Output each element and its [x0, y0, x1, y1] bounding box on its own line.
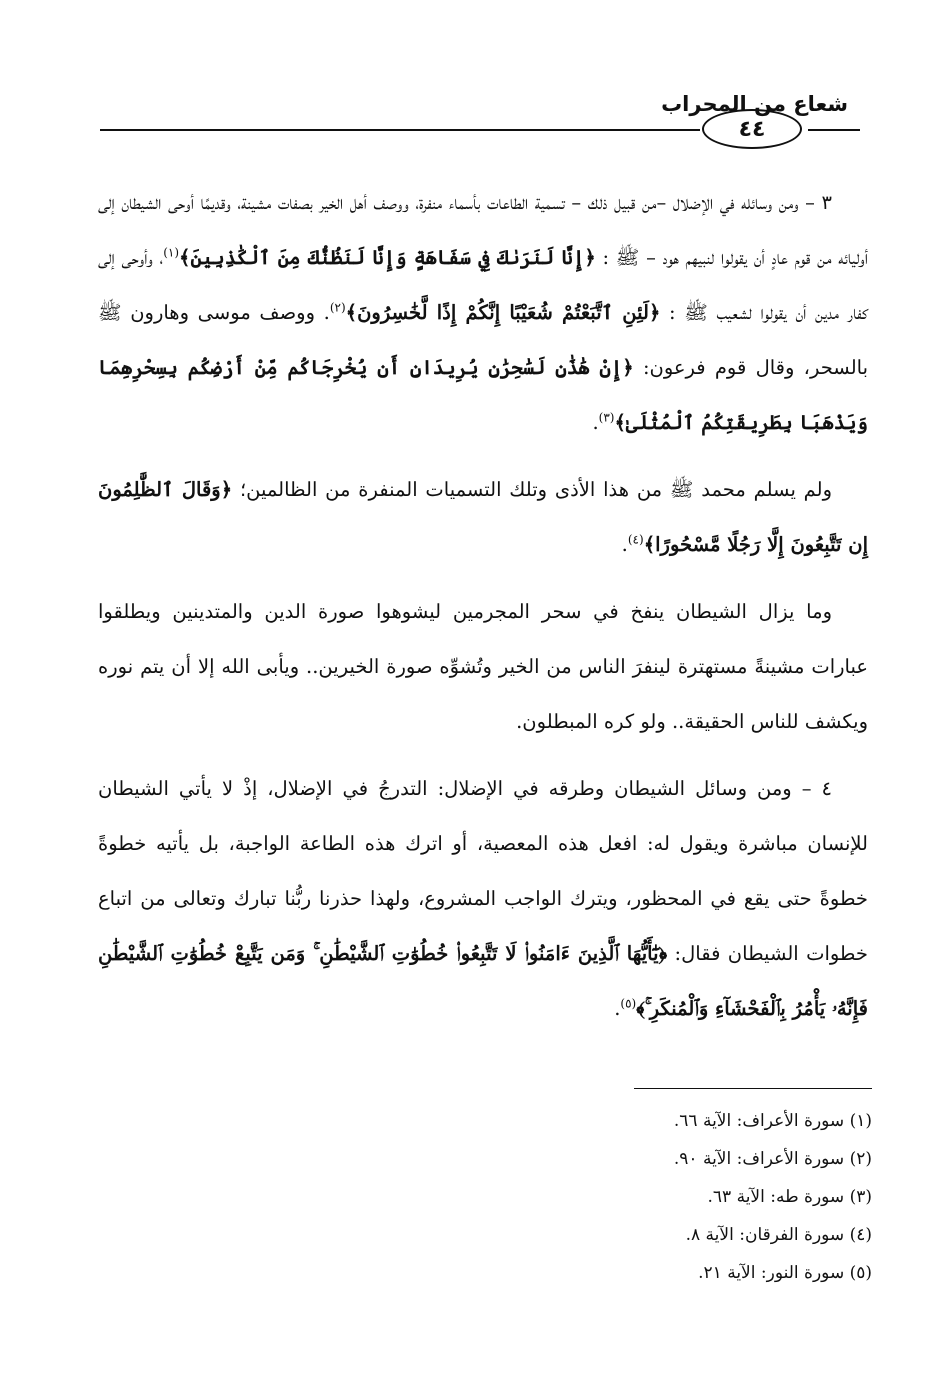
- footnote-marker: (٣): [598, 410, 615, 425]
- paragraph-text: .: [621, 533, 628, 556]
- running-header-title: شعاع من المحراب: [661, 92, 848, 116]
- footnote-marker: (٢): [329, 300, 346, 315]
- footnote: (١) سورة الأعراف: الآية ٦٦.: [673, 1111, 872, 1131]
- footnote: (٤) سورة الفرقان: الآية ٨.: [685, 1225, 872, 1245]
- footnote: (٥) سورة النور: الآية ٢١.: [698, 1263, 872, 1283]
- paragraph-4: [98, 761, 868, 1036]
- footnote: (٣) سورة طه: الآية ٦٣.: [707, 1187, 872, 1207]
- paragraph-text: وما يزال الشيطان ينفخ في سحر المجرمين ليشوهوا صورة الدين والمتدينين ويطلقوا عبارات مشينةً مستهترة لينفرَ الناس من الخير وتُشوِّه صورة الخيرين.. ويأبى الله إلا أن يتم نوره ويكشف للناس الحقيقة.. ولو كره المبطلون.: [98, 600, 868, 733]
- header-rule: [100, 129, 700, 131]
- paragraph-text: ٤ – ومن وسائل الشيطان وطرقه في الإضلال: التدرجُ في الإضلال، إذْ لا يأتي الشيطان للإنسان مباشرة ويقول له: افعل هذه المعصية، أو اترك هذه الطاعة الواجبة، بل يأتيه خطوةً خطوةً حتى يقع في المحظور، ويترك الواجب المشروع، ولهذا حذرنا ربُّنا تبارك وتعالى من اتباع خطوات الشيطان فقال:: [98, 777, 868, 965]
- footnote-marker: (٤): [627, 532, 644, 547]
- footnote-marker: (١): [163, 245, 180, 260]
- footnote-separator: [634, 1088, 872, 1089]
- paragraph-3: [98, 584, 868, 749]
- paragraph-1: [98, 175, 868, 450]
- paragraph-text: ٣ – ومن وسائله في الإضلال –من قبيل ذلك – تسمية الطاعات بأسماء منفرة، ووصف أهل الخير بصفات مشينة، وقديمًا أوحى الشيطان إلى أوليائه من قوم عادٍ أن يقولوا لنبيهم هود – ﷺ :: [98, 191, 868, 269]
- paragraph-text: ، وأوحى إلى كفار مدين أن يقولوا لشعيب ﷺ :: [98, 246, 868, 324]
- footnote: (٢) سورة الأعراف: الآية ٩٠.: [673, 1149, 872, 1169]
- paragraph-text: ولم يسلم محمد ﷺ من هذا الأذى وتلك التسميات المنفرة من الظالمين؛: [239, 478, 832, 501]
- paragraph-text: .: [614, 997, 621, 1020]
- quran-quote: ﴿إِنْ هَٰذَٰنِ لَسَٰحِرَٰنِ يُرِيدَانِ أَن يُخْرِجَاكُم مِّنْ أَرْضِكُم بِسِحْرِهِمَا وَيَذْهَبَا بِطَرِيقَتِكُمُ ٱلْمُثْلَىٰ﴾: [98, 356, 868, 434]
- quran-quote: ﴿وَقَالَ ٱلظَّٰلِمُونَ إِن تَتَّبِعُونَ إِلَّا رَجُلًا مَّسْحُورًا﴾: [98, 478, 868, 556]
- quran-quote: ﴿يَٰٓأَيُّهَا ٱلَّذِينَ ءَامَنُوا۟ لَا تَتَّبِعُوا۟ خُطُوَٰتِ ٱلشَّيْطَٰنِ ۚ وَمَن يَتَّبِعْ خُطُوَٰتِ ٱلشَّيْطَٰنِ فَإِنَّهُۥ يَأْمُرُ بِٱلْفَحْشَآءِ وَٱلْمُنكَرِ ۚ﴾: [98, 942, 868, 1020]
- footnotes-list: [472, 1102, 872, 1292]
- paragraph-text: . ووصف موسى وهارون ﷺ بالسحر، وقال قوم فرعون:: [98, 301, 869, 379]
- paragraph-text: .: [592, 411, 599, 434]
- header-rule: [808, 129, 860, 131]
- page-number: ٤٤: [702, 109, 802, 149]
- quran-quote: ﴿لَئِنِ ٱتَّبَعْتُمْ شُعَيْبًا إِنَّكُمْ إِذًا لَّخَٰسِرُونَ﴾: [345, 301, 661, 324]
- paragraph-2: [98, 462, 868, 572]
- footnote-marker: (٥): [620, 996, 637, 1011]
- main-text: [98, 175, 868, 1036]
- quran-quote: ﴿إِنَّا لَنَرَىٰكَ فِي سَفَاهَةٍ وَإِنَّا لَنَظُنُّكَ مِنَ ٱلْكَٰذِبِينَ﴾: [179, 246, 596, 269]
